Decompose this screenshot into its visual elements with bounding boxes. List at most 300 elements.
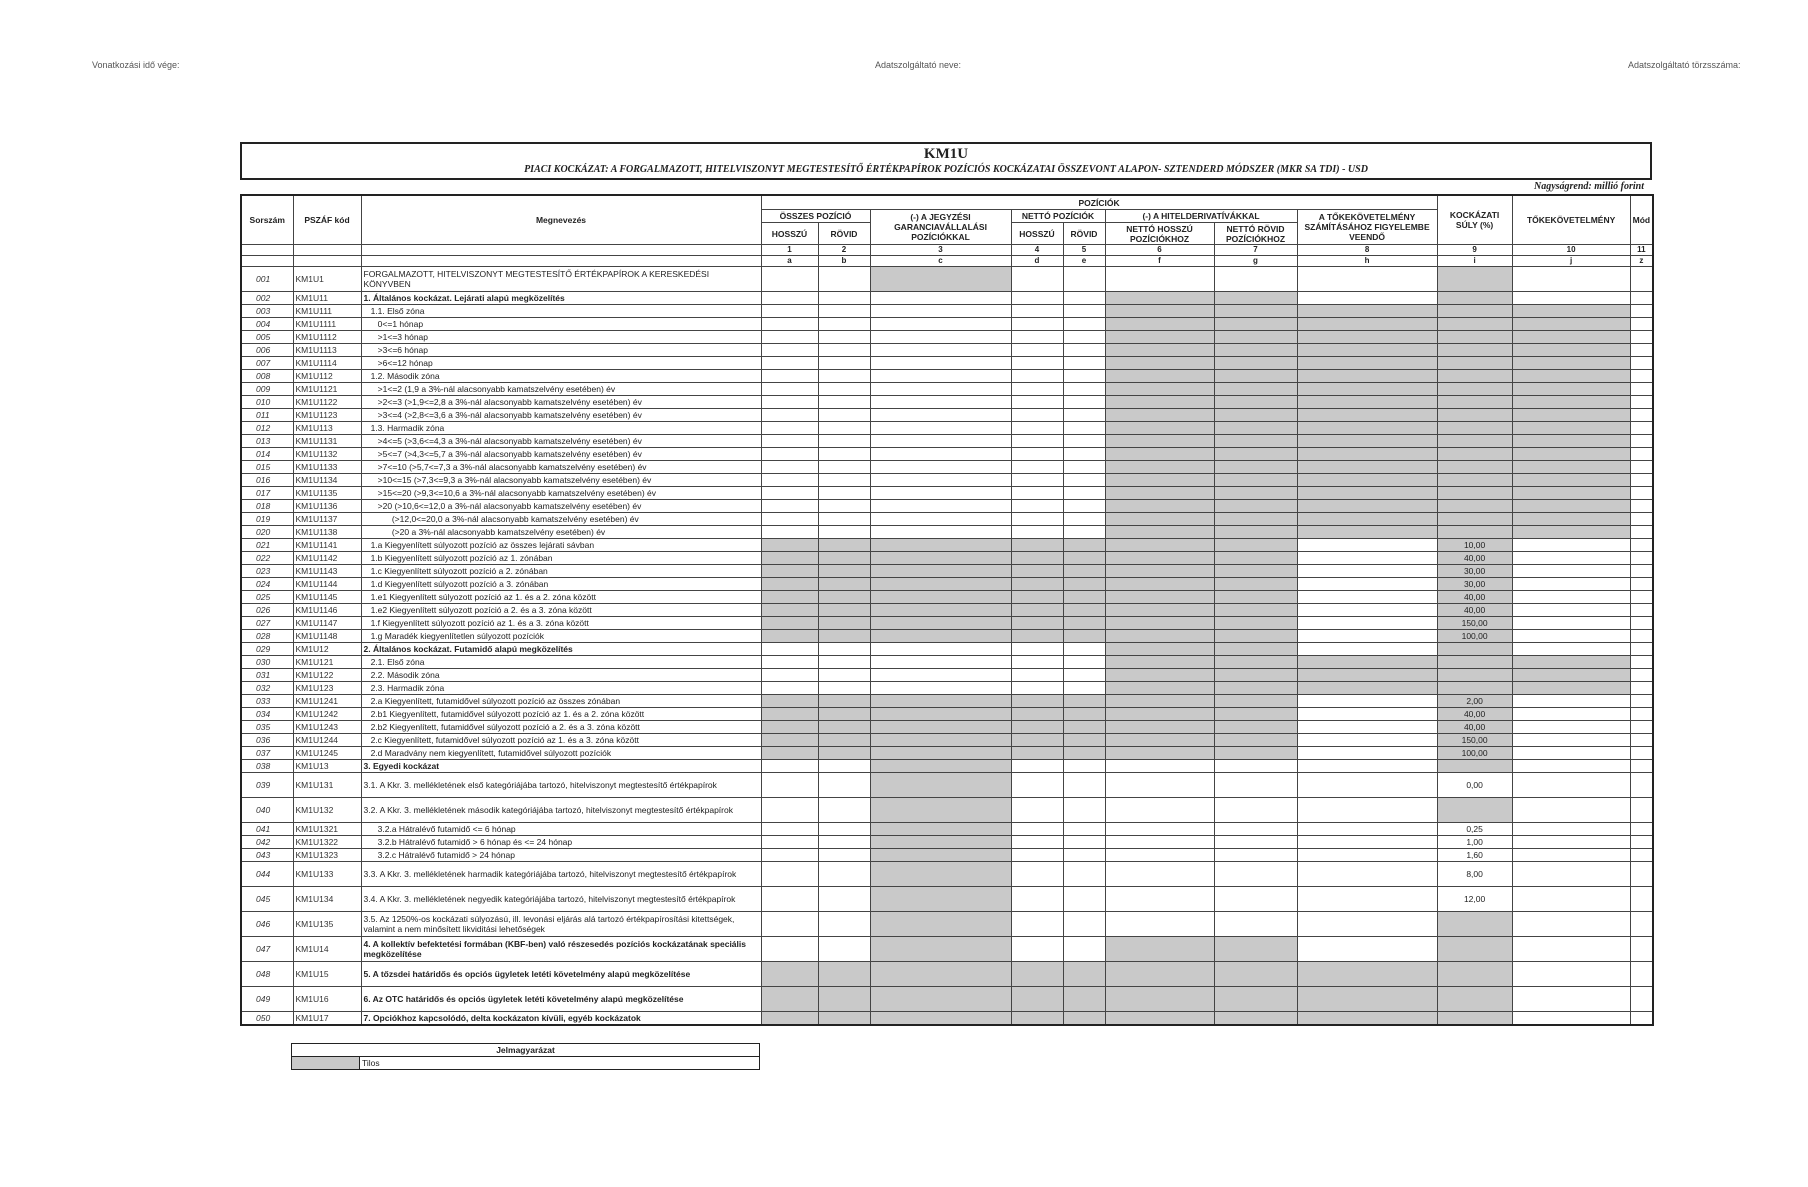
cell-rovid[interactable] (818, 357, 870, 370)
cell-tokekov-fig[interactable] (1297, 798, 1437, 823)
cell-mod[interactable] (1630, 292, 1653, 305)
cell-netto-hosszu[interactable] (1011, 357, 1063, 370)
cell-rovid[interactable] (818, 849, 870, 862)
cell-netto-rovid[interactable] (1063, 474, 1105, 487)
cell-mod[interactable] (1630, 578, 1653, 591)
cell-hosszu[interactable] (761, 396, 818, 409)
cell-jegyzesi[interactable] (870, 669, 1011, 682)
cell-mod[interactable] (1630, 962, 1653, 987)
cell-mod[interactable] (1630, 1012, 1653, 1026)
cell-jegyzesi[interactable] (870, 370, 1011, 383)
cell-netto-rovid[interactable] (1063, 318, 1105, 331)
cell-hosszu[interactable] (761, 887, 818, 912)
cell-jegyzesi[interactable] (870, 500, 1011, 513)
cell-hosszu[interactable] (761, 331, 818, 344)
cell-rovid[interactable] (818, 267, 870, 292)
cell-hd-hosszu[interactable] (1105, 862, 1214, 887)
cell-tokekov-fig[interactable] (1297, 773, 1437, 798)
cell-hd-hosszu[interactable] (1105, 760, 1214, 773)
cell-tokekov-fig[interactable] (1297, 565, 1437, 578)
cell-hosszu[interactable] (761, 912, 818, 937)
cell-tokekov-fig[interactable] (1297, 708, 1437, 721)
cell-hosszu[interactable] (761, 357, 818, 370)
cell-hosszu[interactable] (761, 798, 818, 823)
cell-tokekov-fig[interactable] (1297, 643, 1437, 656)
cell-mod[interactable] (1630, 630, 1653, 643)
cell-mod[interactable] (1630, 318, 1653, 331)
cell-tokekov[interactable] (1512, 708, 1630, 721)
cell-mod[interactable] (1630, 823, 1653, 836)
cell-netto-rovid[interactable] (1063, 461, 1105, 474)
cell-hd-hosszu[interactable] (1105, 823, 1214, 836)
cell-netto-hosszu[interactable] (1011, 760, 1063, 773)
cell-netto-hosszu[interactable] (1011, 823, 1063, 836)
cell-rovid[interactable] (818, 435, 870, 448)
cell-netto-hosszu[interactable] (1011, 318, 1063, 331)
cell-tokekov-fig[interactable] (1297, 823, 1437, 836)
cell-netto-hosszu[interactable] (1011, 267, 1063, 292)
cell-netto-hosszu[interactable] (1011, 773, 1063, 798)
cell-tokekov[interactable] (1512, 695, 1630, 708)
cell-hd-hosszu[interactable] (1105, 912, 1214, 937)
cell-netto-hosszu[interactable] (1011, 798, 1063, 823)
cell-tokekov-fig[interactable] (1297, 937, 1437, 962)
cell-netto-rovid[interactable] (1063, 849, 1105, 862)
cell-mod[interactable] (1630, 357, 1653, 370)
cell-mod[interactable] (1630, 887, 1653, 912)
cell-tokekov[interactable] (1512, 630, 1630, 643)
cell-netto-rovid[interactable] (1063, 643, 1105, 656)
cell-netto-hosszu[interactable] (1011, 526, 1063, 539)
cell-netto-rovid[interactable] (1063, 862, 1105, 887)
cell-hd-hosszu[interactable] (1105, 849, 1214, 862)
cell-jegyzesi[interactable] (870, 344, 1011, 357)
cell-netto-rovid[interactable] (1063, 435, 1105, 448)
cell-tokekov[interactable] (1512, 760, 1630, 773)
cell-mod[interactable] (1630, 695, 1653, 708)
cell-netto-hosszu[interactable] (1011, 937, 1063, 962)
cell-tokekov[interactable] (1512, 747, 1630, 760)
cell-hosszu[interactable] (761, 500, 818, 513)
cell-jegyzesi[interactable] (870, 422, 1011, 435)
cell-hosszu[interactable] (761, 836, 818, 849)
cell-mod[interactable] (1630, 849, 1653, 862)
cell-netto-rovid[interactable] (1063, 682, 1105, 695)
cell-tokekov-fig[interactable] (1297, 747, 1437, 760)
cell-hosszu[interactable] (761, 448, 818, 461)
cell-hosszu[interactable] (761, 370, 818, 383)
cell-hd-hosszu[interactable] (1105, 267, 1214, 292)
cell-tokekov[interactable] (1512, 836, 1630, 849)
cell-hosszu[interactable] (761, 435, 818, 448)
cell-rovid[interactable] (818, 798, 870, 823)
cell-netto-rovid[interactable] (1063, 937, 1105, 962)
cell-mod[interactable] (1630, 604, 1653, 617)
cell-hosszu[interactable] (761, 823, 818, 836)
cell-tokekov[interactable] (1512, 267, 1630, 292)
cell-netto-rovid[interactable] (1063, 409, 1105, 422)
cell-mod[interactable] (1630, 643, 1653, 656)
cell-netto-hosszu[interactable] (1011, 396, 1063, 409)
cell-rovid[interactable] (818, 836, 870, 849)
cell-rovid[interactable] (818, 643, 870, 656)
row-name: 3.2.a Hátralévő futamidő <= 6 hónap (361, 823, 761, 836)
cell-hosszu[interactable] (761, 461, 818, 474)
cell-rovid[interactable] (818, 331, 870, 344)
cell-jegyzesi[interactable] (870, 318, 1011, 331)
cell-tokekov[interactable] (1512, 578, 1630, 591)
cell-hosszu[interactable] (761, 513, 818, 526)
cell-rovid[interactable] (818, 461, 870, 474)
cell-hosszu[interactable] (761, 682, 818, 695)
cell-tokekov-fig[interactable] (1297, 617, 1437, 630)
cell-netto-rovid[interactable] (1063, 357, 1105, 370)
cell-rovid[interactable] (818, 422, 870, 435)
cell-hd-hosszu (1105, 604, 1214, 617)
cell-netto-hosszu[interactable] (1011, 682, 1063, 695)
cell-rovid[interactable] (818, 474, 870, 487)
cell-hosszu[interactable] (761, 292, 818, 305)
cell-mod[interactable] (1630, 267, 1653, 292)
cell-hd-rovid (1214, 422, 1297, 435)
cell-jegyzesi[interactable] (870, 435, 1011, 448)
cell-tokekov-fig[interactable] (1297, 267, 1437, 292)
cell-mod[interactable] (1630, 773, 1653, 798)
cell-tokekov-fig[interactable] (1297, 292, 1437, 305)
cell-rovid[interactable] (818, 305, 870, 318)
cell-tokekov[interactable] (1512, 887, 1630, 912)
cell-mod[interactable] (1630, 461, 1653, 474)
cell-hd-rovid[interactable] (1214, 849, 1297, 862)
cell-netto-hosszu[interactable] (1011, 643, 1063, 656)
cell-netto-rovid[interactable] (1063, 267, 1105, 292)
cell-mod[interactable] (1630, 331, 1653, 344)
cell-rovid[interactable] (818, 318, 870, 331)
cell-netto-rovid[interactable] (1063, 656, 1105, 669)
cell-jegyzesi[interactable] (870, 448, 1011, 461)
cell-rovid[interactable] (818, 513, 870, 526)
cell-mod[interactable] (1630, 422, 1653, 435)
cell-rovid[interactable] (818, 773, 870, 798)
cell-mod[interactable] (1630, 836, 1653, 849)
cell-tokekov[interactable] (1512, 912, 1630, 937)
cell-netto-hosszu[interactable] (1011, 331, 1063, 344)
cell-hosszu[interactable] (761, 318, 818, 331)
cell-netto-hosszu[interactable] (1011, 836, 1063, 849)
cell-hd-hosszu[interactable] (1105, 887, 1214, 912)
cell-mod[interactable] (1630, 487, 1653, 500)
cell-tokekov[interactable] (1512, 1012, 1630, 1026)
cell-tokekov[interactable] (1512, 849, 1630, 862)
cell-hosszu[interactable] (761, 773, 818, 798)
cell-mod[interactable] (1630, 798, 1653, 823)
cell-mod[interactable] (1630, 409, 1653, 422)
cell-mod[interactable] (1630, 552, 1653, 565)
cell-tokekov-fig[interactable] (1297, 591, 1437, 604)
cell-jegyzesi[interactable] (870, 656, 1011, 669)
cell-tokekov[interactable] (1512, 552, 1630, 565)
cell-rovid[interactable] (818, 760, 870, 773)
cell-rovid[interactable] (818, 526, 870, 539)
cell-netto-hosszu[interactable] (1011, 849, 1063, 862)
cell-netto-rovid[interactable] (1063, 344, 1105, 357)
cell-rovid[interactable] (818, 937, 870, 962)
cell-hosszu[interactable] (761, 422, 818, 435)
cell-mod[interactable] (1630, 305, 1653, 318)
cell-netto-hosszu[interactable] (1011, 370, 1063, 383)
cell-tokekov[interactable] (1512, 617, 1630, 630)
cell-jegyzesi[interactable] (870, 396, 1011, 409)
cell-tokekov[interactable] (1512, 721, 1630, 734)
cell-jegyzesi[interactable] (870, 643, 1011, 656)
cell-netto-rovid[interactable] (1063, 912, 1105, 937)
cell-hd-rovid[interactable] (1214, 798, 1297, 823)
cell-jegyzesi[interactable] (870, 292, 1011, 305)
cell-tokekov-fig[interactable] (1297, 887, 1437, 912)
cell-netto-rovid[interactable] (1063, 370, 1105, 383)
cell-rovid[interactable] (818, 682, 870, 695)
cell-jegyzesi[interactable] (870, 305, 1011, 318)
cell-rovid[interactable] (818, 500, 870, 513)
cell-rovid (818, 695, 870, 708)
cell-netto-hosszu[interactable] (1011, 422, 1063, 435)
cell-hd-rovid[interactable] (1214, 836, 1297, 849)
cell-mod[interactable] (1630, 344, 1653, 357)
cell-tokekov-fig[interactable] (1297, 912, 1437, 937)
cell-tokekov[interactable] (1512, 987, 1630, 1012)
cell-tokekov-fig[interactable] (1297, 539, 1437, 552)
cell-mod[interactable] (1630, 591, 1653, 604)
cell-mod[interactable] (1630, 708, 1653, 721)
cell-netto-hosszu (1011, 565, 1063, 578)
cell-hosszu[interactable] (761, 344, 818, 357)
cell-netto-hosszu[interactable] (1011, 669, 1063, 682)
cell-rovid[interactable] (818, 887, 870, 912)
cell-hd-rovid[interactable] (1214, 267, 1297, 292)
cell-netto-rovid[interactable] (1063, 396, 1105, 409)
cell-netto-hosszu[interactable] (1011, 500, 1063, 513)
cell-hd-hosszu[interactable] (1105, 836, 1214, 849)
cell-tokekov[interactable] (1512, 798, 1630, 823)
cell-tokekov[interactable] (1512, 591, 1630, 604)
cell-netto-rovid[interactable] (1063, 422, 1105, 435)
cell-hosszu[interactable] (761, 849, 818, 862)
cell-tokekov-fig[interactable] (1297, 862, 1437, 887)
cell-netto-hosszu[interactable] (1011, 383, 1063, 396)
cell-tokekov[interactable] (1512, 773, 1630, 798)
cell-mod[interactable] (1630, 862, 1653, 887)
cell-tokekov[interactable] (1512, 862, 1630, 887)
cell-netto-hosszu[interactable] (1011, 448, 1063, 461)
cell-jegyzesi[interactable] (870, 487, 1011, 500)
cell-jegyzesi[interactable] (870, 331, 1011, 344)
cell-mod[interactable] (1630, 987, 1653, 1012)
cell-netto-hosszu[interactable] (1011, 912, 1063, 937)
cell-hd-rovid[interactable] (1214, 773, 1297, 798)
cell-jegyzesi[interactable] (870, 357, 1011, 370)
cell-mod[interactable] (1630, 539, 1653, 552)
cell-mod[interactable] (1630, 669, 1653, 682)
cell-hd-hosszu (1105, 513, 1214, 526)
cell-mod[interactable] (1630, 937, 1653, 962)
cell-netto-hosszu[interactable] (1011, 409, 1063, 422)
cell-rovid[interactable] (818, 370, 870, 383)
cell-rovid (818, 987, 870, 1012)
cell-netto-hosszu[interactable] (1011, 656, 1063, 669)
cell-mod[interactable] (1630, 760, 1653, 773)
cell-tokekov[interactable] (1512, 565, 1630, 578)
cell-rovid[interactable] (818, 409, 870, 422)
cell-suly: 0,25 (1437, 823, 1512, 836)
cell-rovid[interactable] (818, 487, 870, 500)
cell-rovid[interactable] (818, 383, 870, 396)
cell-mod[interactable] (1630, 383, 1653, 396)
cell-netto-rovid[interactable] (1063, 448, 1105, 461)
cell-netto-hosszu (1011, 630, 1063, 643)
cell-tokekov[interactable] (1512, 539, 1630, 552)
cell-jegyzesi[interactable] (870, 409, 1011, 422)
cell-netto-hosszu[interactable] (1011, 487, 1063, 500)
cell-tokekov (1512, 331, 1630, 344)
cell-hd-rovid[interactable] (1214, 862, 1297, 887)
cell-hd-hosszu[interactable] (1105, 773, 1214, 798)
cell-netto-rovid[interactable] (1063, 760, 1105, 773)
cell-hosszu[interactable] (761, 760, 818, 773)
cell-rovid[interactable] (818, 656, 870, 669)
cell-jegyzesi[interactable] (870, 461, 1011, 474)
cell-tokekov-fig[interactable] (1297, 836, 1437, 849)
cell-rovid[interactable] (818, 448, 870, 461)
cell-hosszu[interactable] (761, 267, 818, 292)
cell-mod[interactable] (1630, 912, 1653, 937)
cell-netto-hosszu[interactable] (1011, 887, 1063, 912)
cell-rovid[interactable] (818, 396, 870, 409)
cell-hd-rovid[interactable] (1214, 887, 1297, 912)
cell-jegyzesi[interactable] (870, 682, 1011, 695)
cell-hosszu[interactable] (761, 474, 818, 487)
cell-netto-rovid[interactable] (1063, 331, 1105, 344)
cell-netto-hosszu[interactable] (1011, 292, 1063, 305)
cell-netto-rovid[interactable] (1063, 383, 1105, 396)
cell-hd-rovid[interactable] (1214, 823, 1297, 836)
cell-jegyzesi[interactable] (870, 474, 1011, 487)
cell-hosszu[interactable] (761, 383, 818, 396)
cell-tokekov-fig[interactable] (1297, 630, 1437, 643)
cell-hd-rovid[interactable] (1214, 912, 1297, 937)
cell-hosszu[interactable] (761, 669, 818, 682)
cell-netto-rovid[interactable] (1063, 823, 1105, 836)
cell-hosszu[interactable] (761, 656, 818, 669)
cell-netto-hosszu[interactable] (1011, 474, 1063, 487)
cell-jegyzesi[interactable] (870, 526, 1011, 539)
cell-rovid[interactable] (818, 292, 870, 305)
cell-rovid[interactable] (818, 912, 870, 937)
cell-tokekov[interactable] (1512, 734, 1630, 747)
cell-netto-rovid[interactable] (1063, 773, 1105, 798)
cell-hosszu[interactable] (761, 526, 818, 539)
cell-tokekov-fig[interactable] (1297, 604, 1437, 617)
cell-netto-rovid[interactable] (1063, 887, 1105, 912)
cell-mod[interactable] (1630, 747, 1653, 760)
cell-tokekov[interactable] (1512, 643, 1630, 656)
cell-tokekov-fig[interactable] (1297, 552, 1437, 565)
cell-netto-hosszu[interactable] (1011, 305, 1063, 318)
cell-hosszu[interactable] (761, 643, 818, 656)
cell-tokekov[interactable] (1512, 937, 1630, 962)
cell-suly (1437, 1012, 1512, 1026)
cell-mod[interactable] (1630, 448, 1653, 461)
cell-netto-hosszu[interactable] (1011, 435, 1063, 448)
cell-netto-rovid[interactable] (1063, 836, 1105, 849)
row-code: KM1U16 (293, 987, 361, 1012)
cell-mod[interactable] (1630, 526, 1653, 539)
cell-tokekov-fig[interactable] (1297, 734, 1437, 747)
row-name: 3.4. A Kkr. 3. mellékletének negyedik kategóriájába tartozó, hitelviszonyt megtestesítő értékpapírok (361, 887, 761, 912)
cell-netto-hosszu[interactable] (1011, 862, 1063, 887)
cell-hosszu[interactable] (761, 937, 818, 962)
cell-mod[interactable] (1630, 565, 1653, 578)
cell-netto-hosszu[interactable] (1011, 344, 1063, 357)
cell-netto-rovid[interactable] (1063, 500, 1105, 513)
cell-mod[interactable] (1630, 513, 1653, 526)
cell-netto-rovid[interactable] (1063, 513, 1105, 526)
cell-netto-rovid[interactable] (1063, 669, 1105, 682)
cell-mod[interactable] (1630, 396, 1653, 409)
cell-netto-hosszu[interactable] (1011, 461, 1063, 474)
cell-netto-rovid[interactable] (1063, 798, 1105, 823)
cell-mod[interactable] (1630, 435, 1653, 448)
cell-rovid[interactable] (818, 669, 870, 682)
cell-tokekov-fig[interactable] (1297, 721, 1437, 734)
cell-rovid[interactable] (818, 344, 870, 357)
cell-mod[interactable] (1630, 617, 1653, 630)
cell-hosszu[interactable] (761, 409, 818, 422)
cell-hosszu[interactable] (761, 305, 818, 318)
cell-netto-rovid[interactable] (1063, 292, 1105, 305)
cell-netto-rovid[interactable] (1063, 305, 1105, 318)
cell-hd-rovid[interactable] (1214, 760, 1297, 773)
cell-tokekov-fig[interactable] (1297, 695, 1437, 708)
cell-jegyzesi (870, 565, 1011, 578)
cell-tokekov[interactable] (1512, 292, 1630, 305)
cell-mod[interactable] (1630, 721, 1653, 734)
cell-netto-rovid[interactable] (1063, 526, 1105, 539)
cell-mod[interactable] (1630, 682, 1653, 695)
cell-hosszu[interactable] (761, 487, 818, 500)
cell-mod[interactable] (1630, 500, 1653, 513)
cell-tokekov-fig[interactable] (1297, 849, 1437, 862)
cell-hosszu[interactable] (761, 862, 818, 887)
cell-rovid[interactable] (818, 862, 870, 887)
cell-hd-hosszu[interactable] (1105, 798, 1214, 823)
cell-rovid (818, 565, 870, 578)
cell-netto-hosszu[interactable] (1011, 513, 1063, 526)
cell-tokekov-fig[interactable] (1297, 760, 1437, 773)
cell-tokekov[interactable] (1512, 962, 1630, 987)
cell-mod[interactable] (1630, 656, 1653, 669)
cell-netto-rovid[interactable] (1063, 487, 1105, 500)
cell-mod[interactable] (1630, 734, 1653, 747)
cell-mod[interactable] (1630, 370, 1653, 383)
cell-jegyzesi[interactable] (870, 513, 1011, 526)
cell-mod[interactable] (1630, 474, 1653, 487)
cell-jegyzesi[interactable] (870, 383, 1011, 396)
cell-tokekov[interactable] (1512, 823, 1630, 836)
row-number: 050 (241, 1012, 293, 1026)
cell-tokekov[interactable] (1512, 604, 1630, 617)
cell-tokekov-fig[interactable] (1297, 578, 1437, 591)
cell-rovid[interactable] (818, 823, 870, 836)
